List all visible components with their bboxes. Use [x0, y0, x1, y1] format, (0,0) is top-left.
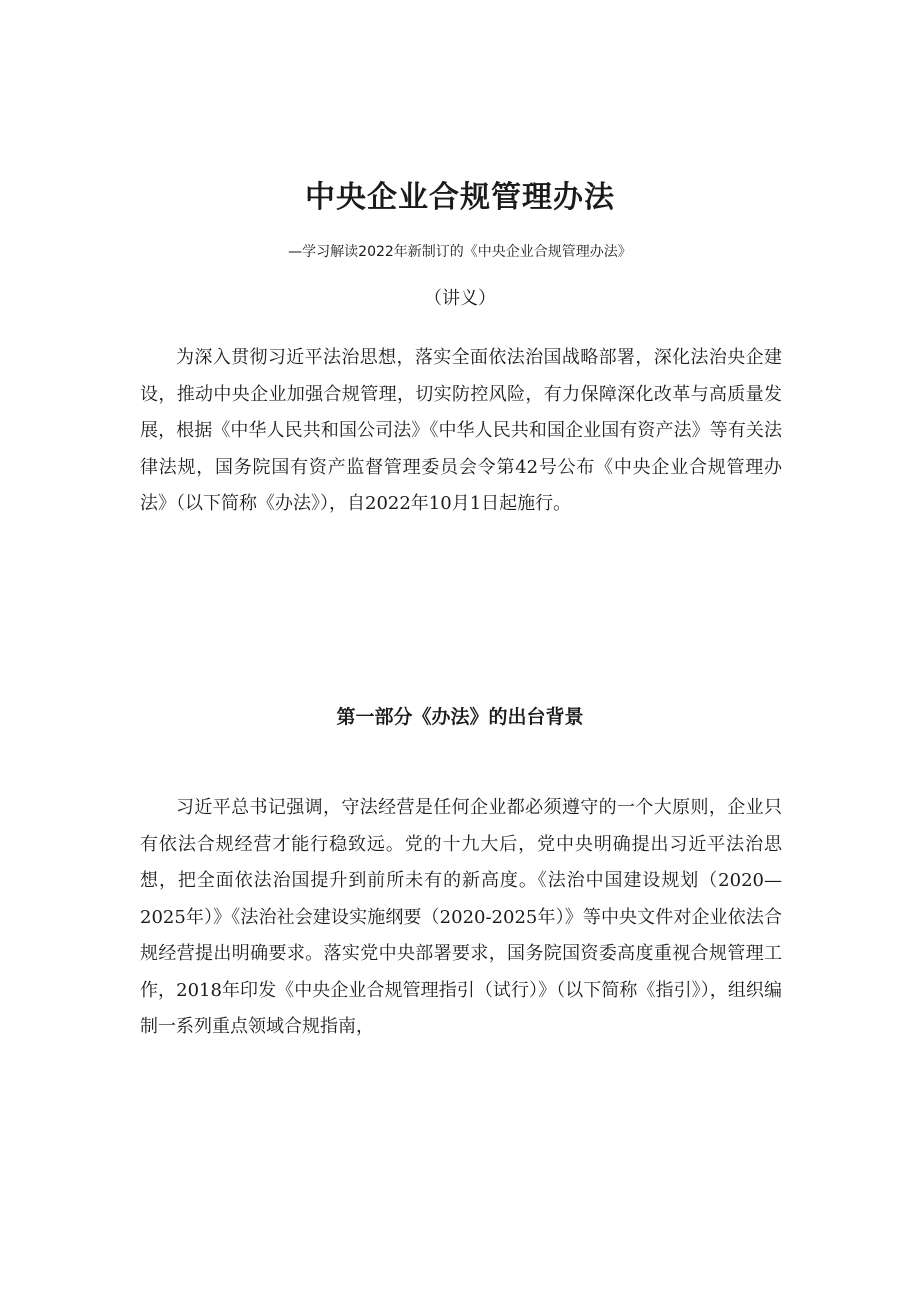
background-paragraph: 习近平总书记强调，守法经营是任何企业都必须遵守的一个大原则，企业只有依法合规经营才能行稳致远。党的十九大后，党中央明确提出习近平法治思想，把全面依法治国提升到前所未有的新高度。《法治中国建设规划（2020—2025年）》《法治社会建设实施纲要（2020-2025年）》等中央文件对企业依法合规经营提出明确要求。落实党中央部署要求，国务院国资委高度重视合规管理工作，2018年印发《中央企业合规管理指引（试行）》（以下简称《指引》），组织编制一系列重点领域合规指南，	[140, 797, 782, 1037]
document-subtitle: —学习解读2022年新制订的《中央企业合规管理办法》	[288, 244, 632, 260]
intro-paragraph: 为深入贯彻习近平法治思想，落实全面依法治国战略部署，深化法治央企建设，推动中央企业加强合规管理，切实防控风险，有力保障深化改革与高质量发展，根据《中华人民共和国公司法》《中华人民共和国企业国有资产法》等有关法律法规，国务院国有资产监督管理委员会令第42号公布《中央企业合规管理办法》（以下简称《办法》），自2022年10月1日起施行。	[140, 347, 782, 514]
document-title: 中央企业合规管理办法	[305, 180, 615, 215]
lecture-label: （讲义）	[424, 288, 496, 309]
section-heading: 第一部分《办法》的出台背景	[336, 706, 584, 728]
